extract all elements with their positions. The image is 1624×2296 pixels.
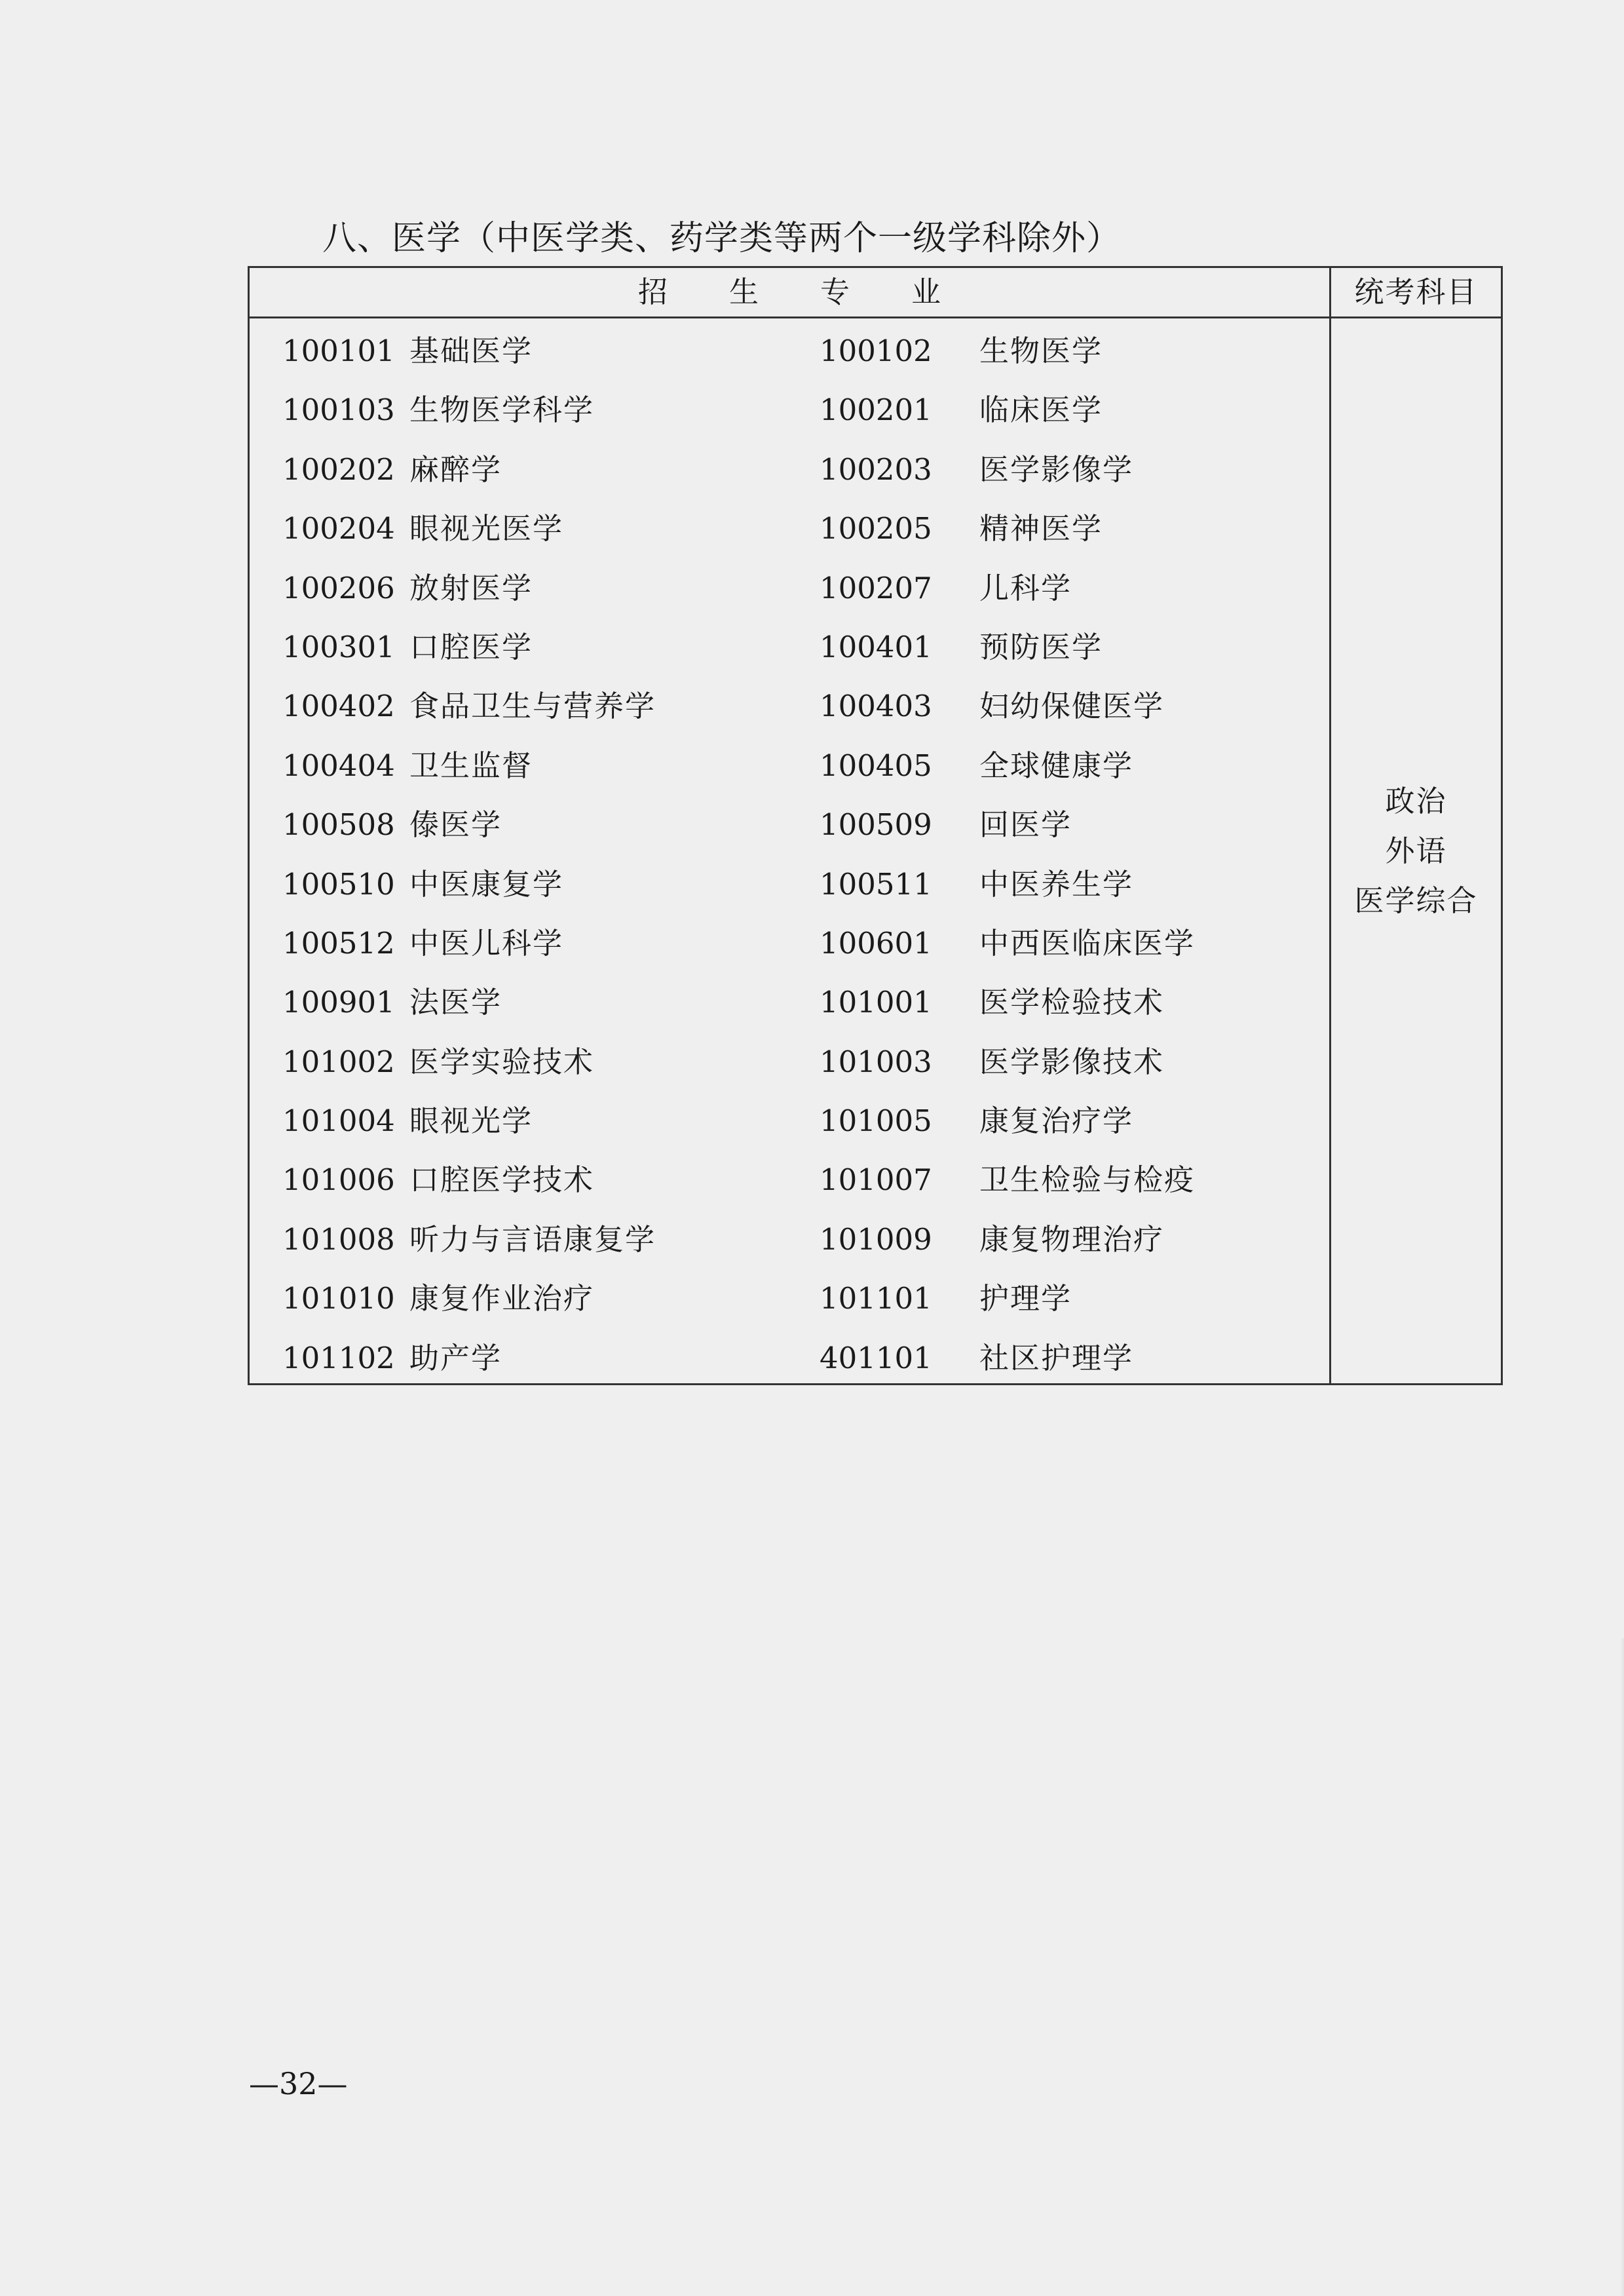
table-row xyxy=(250,559,1329,618)
major-name: 中医儿科学 xyxy=(409,925,564,961)
major-name: 卫生检验与检疫 xyxy=(979,1162,1196,1198)
table-row xyxy=(250,795,1329,854)
major-code: 100206 xyxy=(282,570,395,605)
major-name: 医学实验技术 xyxy=(409,1044,595,1079)
major-name: 基础医学 xyxy=(409,334,533,368)
major-name: 回医学 xyxy=(979,807,1072,843)
subject-foreign-language: 外语 xyxy=(1385,833,1447,868)
table-row xyxy=(250,1329,1329,1388)
major-code: 101101 xyxy=(820,1281,932,1316)
major-name: 全球健康学 xyxy=(979,748,1134,783)
table-row xyxy=(250,973,1329,1032)
major-name: 医学影像学 xyxy=(979,451,1134,487)
table-row xyxy=(250,499,1329,558)
major-name: 护理学 xyxy=(979,1281,1072,1316)
table-row xyxy=(250,677,1329,736)
major-code: 100202 xyxy=(282,451,395,487)
major-name: 医学影像技术 xyxy=(979,1044,1165,1079)
table-row xyxy=(250,855,1329,914)
table-row xyxy=(250,1210,1329,1269)
table-row xyxy=(250,618,1329,677)
major-name: 临床医学 xyxy=(979,392,1103,428)
major-name: 社区护理学 xyxy=(979,1340,1134,1375)
major-name: 口腔医学技术 xyxy=(409,1162,595,1198)
major-code: 100403 xyxy=(820,689,932,724)
page-edge xyxy=(1620,1638,1624,2296)
table-row xyxy=(250,914,1329,973)
major-code: 100103 xyxy=(282,392,395,428)
major-code: 100901 xyxy=(282,985,395,1020)
major-code: 101002 xyxy=(282,1044,395,1079)
header-subjects: 统考科目 xyxy=(1354,275,1478,309)
major-name: 卫生监督 xyxy=(409,748,533,783)
major-name: 康复治疗学 xyxy=(979,1103,1134,1139)
major-name: 眼视光医学 xyxy=(409,511,564,546)
major-code: 101007 xyxy=(820,1162,932,1198)
major-code: 101102 xyxy=(282,1340,395,1375)
major-name: 康复物理治疗 xyxy=(979,1221,1165,1257)
major-code: 101009 xyxy=(820,1221,932,1257)
header-divider xyxy=(250,316,1501,318)
major-name: 口腔医学 xyxy=(409,629,533,664)
major-name: 助产学 xyxy=(409,1340,502,1375)
major-name: 儿科学 xyxy=(979,570,1072,605)
major-code: 100508 xyxy=(282,807,395,843)
major-name: 精神医学 xyxy=(979,511,1103,546)
major-code: 100404 xyxy=(282,748,395,783)
table-row xyxy=(250,1151,1329,1210)
major-name: 放射医学 xyxy=(409,570,533,605)
major-name: 生物医学科学 xyxy=(409,392,595,428)
major-code: 100102 xyxy=(820,334,932,368)
major-code: 100201 xyxy=(820,392,932,428)
major-code: 100204 xyxy=(282,511,395,546)
table-rows xyxy=(250,322,1329,1388)
major-name: 康复作业治疗 xyxy=(409,1281,595,1316)
major-code: 100509 xyxy=(820,807,932,843)
majors-table xyxy=(248,266,1503,1385)
page-number: —32— xyxy=(249,2066,348,2101)
major-name: 中医康复学 xyxy=(409,866,564,902)
major-name: 听力与言语康复学 xyxy=(409,1221,656,1257)
major-code: 101010 xyxy=(282,1281,395,1316)
major-code: 100401 xyxy=(820,629,932,664)
major-name: 傣医学 xyxy=(409,807,502,843)
table-row xyxy=(250,1033,1329,1092)
major-code: 401101 xyxy=(820,1340,932,1375)
major-code: 100405 xyxy=(820,748,932,783)
table-row xyxy=(250,1269,1329,1328)
major-name: 中西医临床医学 xyxy=(979,925,1196,961)
major-code: 100205 xyxy=(820,511,932,546)
major-code: 101008 xyxy=(282,1221,395,1257)
table-row xyxy=(250,737,1329,795)
major-code: 100512 xyxy=(282,925,395,961)
table-row xyxy=(250,440,1329,499)
major-code: 100510 xyxy=(282,866,395,902)
major-code: 101006 xyxy=(282,1162,395,1198)
major-name: 中医养生学 xyxy=(979,866,1134,902)
major-code: 100601 xyxy=(820,925,932,961)
section-title: 八、医学（中医学类、药学类等两个一级学科除外） xyxy=(322,219,1122,258)
major-code: 101004 xyxy=(282,1103,395,1139)
major-code: 100402 xyxy=(282,689,395,724)
major-name: 预防医学 xyxy=(979,629,1103,664)
major-code: 101001 xyxy=(820,985,932,1020)
major-code: 100301 xyxy=(282,629,395,664)
major-name: 麻醉学 xyxy=(409,451,502,487)
major-name: 生物医学 xyxy=(979,334,1103,368)
major-code: 101005 xyxy=(820,1103,932,1139)
major-name: 食品卫生与营养学 xyxy=(409,689,656,724)
major-code: 100203 xyxy=(820,451,932,487)
header-major: 招生专业 xyxy=(637,275,1002,309)
table-row xyxy=(250,322,1329,381)
subject-politics: 政治 xyxy=(1385,783,1447,818)
major-name: 法医学 xyxy=(409,985,502,1020)
major-name: 眼视光学 xyxy=(409,1103,533,1139)
major-code: 100207 xyxy=(820,570,932,605)
major-name: 医学检验技术 xyxy=(979,985,1165,1020)
major-code: 101003 xyxy=(820,1044,932,1079)
subject-medical-comprehensive: 医学综合 xyxy=(1354,883,1478,918)
exam-subjects xyxy=(1331,318,1501,1383)
table-row xyxy=(250,381,1329,440)
major-name: 妇幼保健医学 xyxy=(979,689,1165,724)
major-code: 100511 xyxy=(820,866,932,902)
table-row xyxy=(250,1092,1329,1151)
major-code: 100101 xyxy=(282,334,395,368)
